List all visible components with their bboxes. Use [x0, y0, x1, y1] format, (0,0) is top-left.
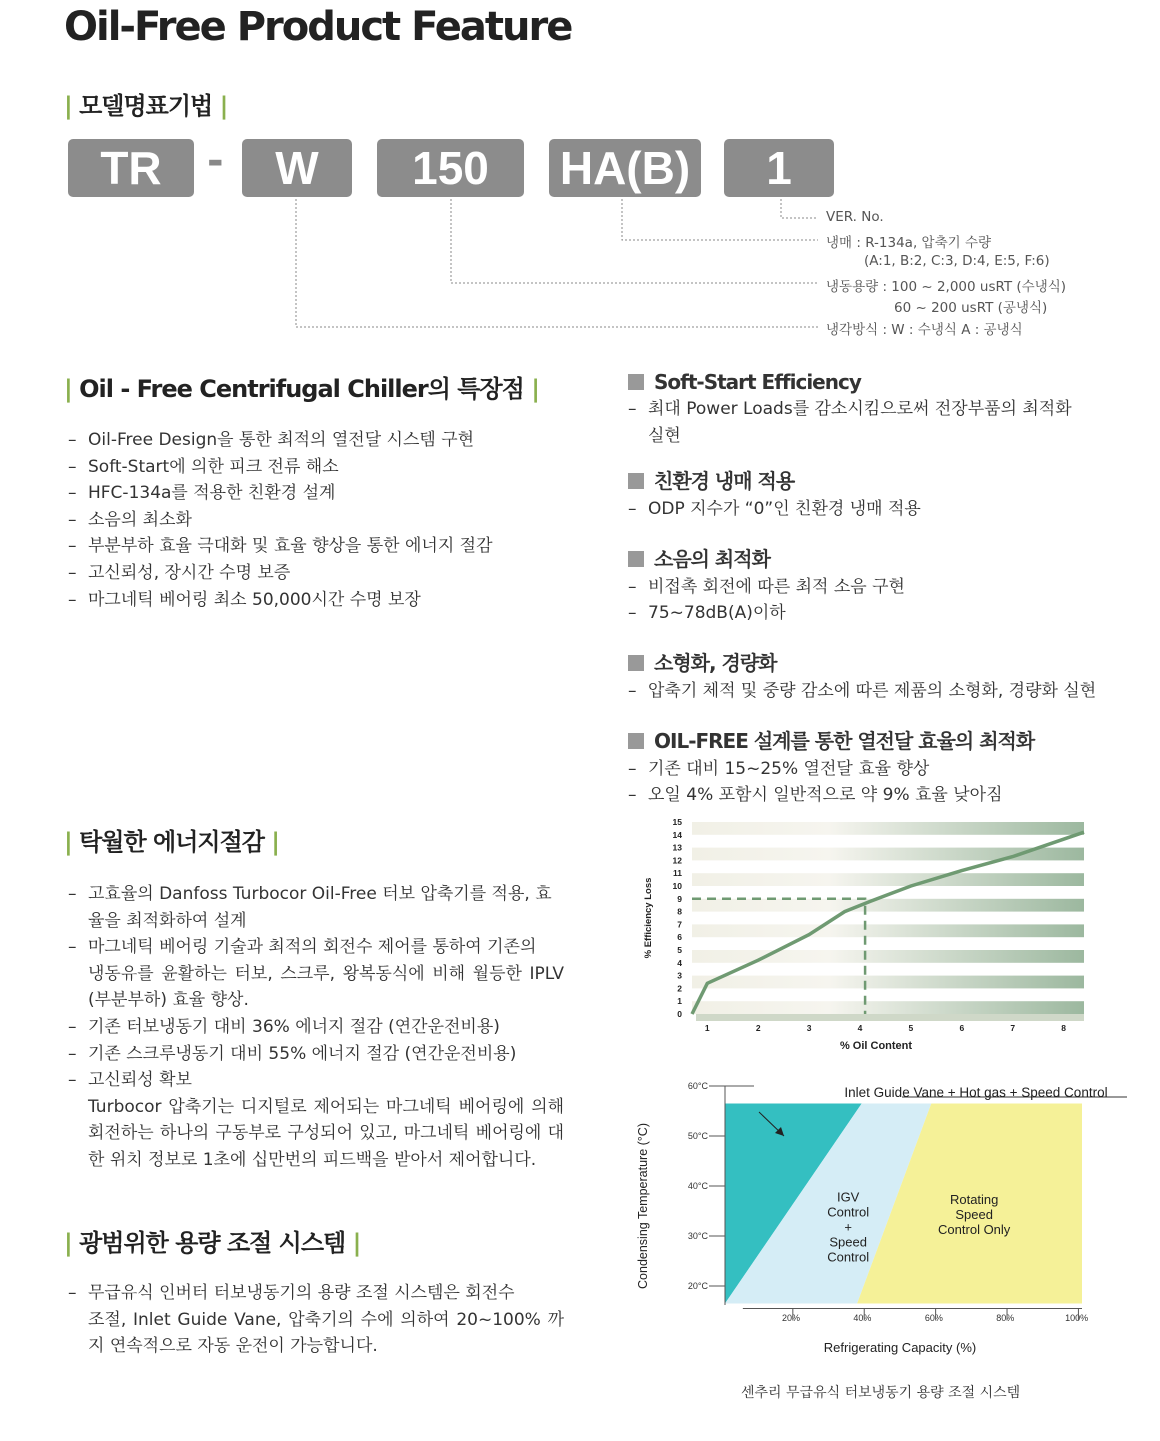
chart2-region-label-igv: IGV Control + Speed Control [827, 1189, 870, 1265]
chart2-ytick-label: 30°C [687, 1231, 708, 1241]
feature-item: – Oil-Free Design을 통한 최적의 열전달 시스템 구현 [68, 427, 588, 454]
energy-heading: | 탁월한 에너지절감 | [64, 828, 280, 856]
chart1-ytick-label: 13 [672, 842, 682, 853]
feature-item: – Soft-Start에 의한 피크 전류 해소 [68, 454, 588, 481]
right-heading-compact: 소형화, 경량화 [628, 647, 1138, 676]
right-item-cont: 실현 [648, 425, 681, 446]
chart1-ylabel: % Efficiency Loss [643, 877, 654, 959]
chart1-xtick-label: 6 [959, 1023, 965, 1033]
chart1-ytick-label: 14 [672, 829, 682, 840]
chart1-band [692, 873, 1084, 886]
code-box-tr: TR [68, 139, 194, 197]
chart1-band [692, 950, 1084, 963]
chart1-ytick-label: 2 [677, 983, 682, 994]
chart1-ytick-label: 15 [672, 817, 682, 827]
right-item: – 기존 대비 15~25% 열전달 효율 향상 [628, 756, 1138, 783]
energy-item: 마그네틱 베어링 기술과 최적의 회전수 제어를 통하여 기존의 [88, 937, 537, 958]
feature-item: – 고신뢰성, 장시간 수명 보증 [68, 560, 588, 587]
chart2-caption: 센추리 무급유식 터보냉동기 용량 조절 시스템 [741, 1385, 1021, 1401]
energy-item: – 기존 터보냉동기 대비 36% 에너지 절감 (연간운전비용) [68, 1014, 564, 1041]
chart1-ytick-label: 4 [677, 957, 682, 968]
energy-item-cont: 율을 최적화하여 설계 [88, 910, 247, 931]
capacity-list [68, 1280, 564, 1360]
annotation-capacity-water: 냉동용량 : 100 ~ 2,000 usRT (수냉식) [826, 279, 1067, 295]
code-box-1: 1 [724, 139, 834, 197]
energy-item-cont: 냉동유를 윤활하는 터보, 스크루, 왕복동식에 비해 월등한 IPLV (부분부하) 효율 향상. [88, 963, 564, 1011]
chart1-band [692, 899, 1084, 912]
right-heading-soft-start: Soft-Start Efficiency [628, 370, 1138, 394]
right-item: – ODP 지수가 “0”인 친환경 냉매 적용 [628, 496, 1138, 523]
chart2-region-label-speed: Rotating Speed Control Only [938, 1192, 1011, 1237]
feature-item: – 소음의 최소화 [68, 507, 588, 534]
chart2-title: Inlet Guide Vane + Hot gas + Speed Control [844, 1085, 1108, 1100]
chart1-ytick-label: 8 [677, 906, 682, 917]
chart2-ytick-label: 20°C [687, 1281, 708, 1291]
right-heading-eco: 친환경 냉매 적용 [628, 465, 1138, 494]
chart2-xtick-label: 60% [924, 1313, 943, 1323]
feature-item: – HFC-134a를 적용한 친환경 설계 [68, 480, 588, 507]
features-heading: | Oil - Free Centrifugal Chiller의 특장점 | [64, 375, 539, 403]
chart1-xtick-label: 4 [857, 1023, 863, 1033]
right-item: – 최대 Power Loads를 감소시킴으로써 전장부품의 최적화 [628, 396, 1138, 423]
chart1-band [692, 976, 1084, 989]
chart1-ytick-label: 11 [673, 868, 682, 879]
chart2-xlabel: Refrigerating Capacity (%) [823, 1340, 977, 1355]
energy-item: – 고신뢰성 확보 [68, 1067, 564, 1094]
right-heading-oil-free: OIL-FREE 설계를 통한 열전달 효율의 최적화 [628, 725, 1138, 754]
code-box-150: 150 [377, 139, 524, 197]
energy-item-cont: Turbocor 압축기는 디지털로 제어되는 마그네틱 베어링에 의해 회전하는 하나의 구동부로 구성되어 있고, 마그네틱 베어링에 대한 위치 정보로 1초에 십만번의 피드백을 받아서 제어합니다. [88, 1096, 564, 1170]
chart1-ytick-label: 12 [672, 855, 682, 866]
annotation-ver: VER. No. [826, 209, 884, 225]
chart1-xtick-label: 8 [1061, 1023, 1067, 1033]
chart2-ylabel: Condensing Temperature (°C) [636, 1123, 650, 1289]
right-item: – 압축기 체적 및 중량 감소에 따른 제품의 소형화, 경량화 실현 [628, 678, 1138, 705]
right-item: – 비접촉 회전에 따른 최적 소음 구현 [628, 574, 1138, 601]
chart1-ytick-label: 10 [672, 881, 682, 891]
capacity-control-chart [636, 1078, 1136, 1368]
feature-item: – 마그네틱 베어링 최소 50,000시간 수명 보장 [68, 587, 588, 614]
right-heading-noise: 소음의 최적화 [628, 543, 1138, 572]
page-title: Oil-Free Product Feature [64, 4, 572, 50]
energy-list [68, 881, 564, 1174]
chart2-ytick-label: 40°C [687, 1181, 708, 1191]
right-item: – 오일 4% 포함시 일반적으로 약 9% 효율 낮아짐 [628, 782, 1138, 809]
chart2-ytick-label: 50°C [687, 1131, 708, 1141]
chart1-xlabel: % Oil Content [839, 1040, 913, 1052]
annotation-capacity-air: 60 ~ 200 usRT (공냉식) [894, 300, 1048, 316]
chart1-band [692, 1001, 1084, 1014]
feature-item: – 부분부하 효율 극대화 및 효율 향상을 통한 에너지 절감 [68, 533, 588, 560]
chart1-xtick-label: 7 [1010, 1023, 1016, 1033]
right-item: – 75~78dB(A)이하 [628, 600, 1138, 627]
chart2-xtick-label: 80% [996, 1313, 1015, 1323]
chart2-xtick-label: 20% [782, 1313, 801, 1323]
features-list [68, 427, 588, 613]
code-box-w: W [242, 139, 352, 197]
code-separator: - [207, 138, 224, 184]
chart1-ytick-label: 9 [677, 893, 682, 904]
energy-item: 고효율의 Danfoss Turbocor Oil-Free 터보 압축기를 적용, 효 [88, 884, 552, 904]
chart1-ytick-label: 6 [677, 932, 682, 943]
code-box-hab: HA(B) [549, 139, 701, 197]
chart1-xtick-label: 2 [755, 1023, 761, 1033]
chart2-xtick-label: 40% [853, 1313, 872, 1323]
chart1-band [692, 924, 1084, 937]
capacity-item-cont: 조절, Inlet Guide Vane, 압축기의 수에 의하여 20~100% 까지 연속적으로 자동 운전이 가능합니다. [88, 1309, 564, 1357]
efficiency-loss-chart [636, 812, 1096, 1062]
chart1-band [692, 822, 1084, 835]
annotation-compressor-count: (A:1, B:2, C:3, D:4, E:5, F:6) [864, 253, 1050, 269]
chart1-ytick-label: 5 [677, 945, 682, 955]
chart1-xtick-label: 1 [704, 1023, 710, 1033]
chart1-ytick-label: 7 [677, 919, 682, 930]
chart1-xtick-label: 3 [806, 1023, 812, 1033]
chart1-ytick-label: 0 [677, 1009, 682, 1019]
model-heading: | 모델명표기법 | [64, 92, 228, 120]
capacity-heading: | 광범위한 용량 조절 시스템 | [64, 1229, 361, 1257]
chart1-ytick-label: 3 [677, 970, 682, 981]
annotation-refrigerant: 냉매 : R-134a, 압축기 수량 [826, 235, 992, 251]
chart1-ytick-label: 1 [677, 996, 682, 1007]
chart2-ytick-label: 60°C [687, 1081, 708, 1091]
right-sections [628, 370, 1138, 809]
annotation-cooling-type: 냉각방식 : W : 수냉식 A : 공냉식 [826, 322, 1023, 338]
chart2-xtick-label: 100% [1065, 1313, 1089, 1323]
chart1-xtick-label: 5 [908, 1023, 914, 1033]
energy-item: – 기존 스크루냉동기 대비 55% 에너지 절감 (연간운전비용) [68, 1041, 564, 1068]
capacity-item: – 무급유식 인버터 터보냉동기의 용량 조절 시스템은 회전수 [68, 1280, 564, 1307]
